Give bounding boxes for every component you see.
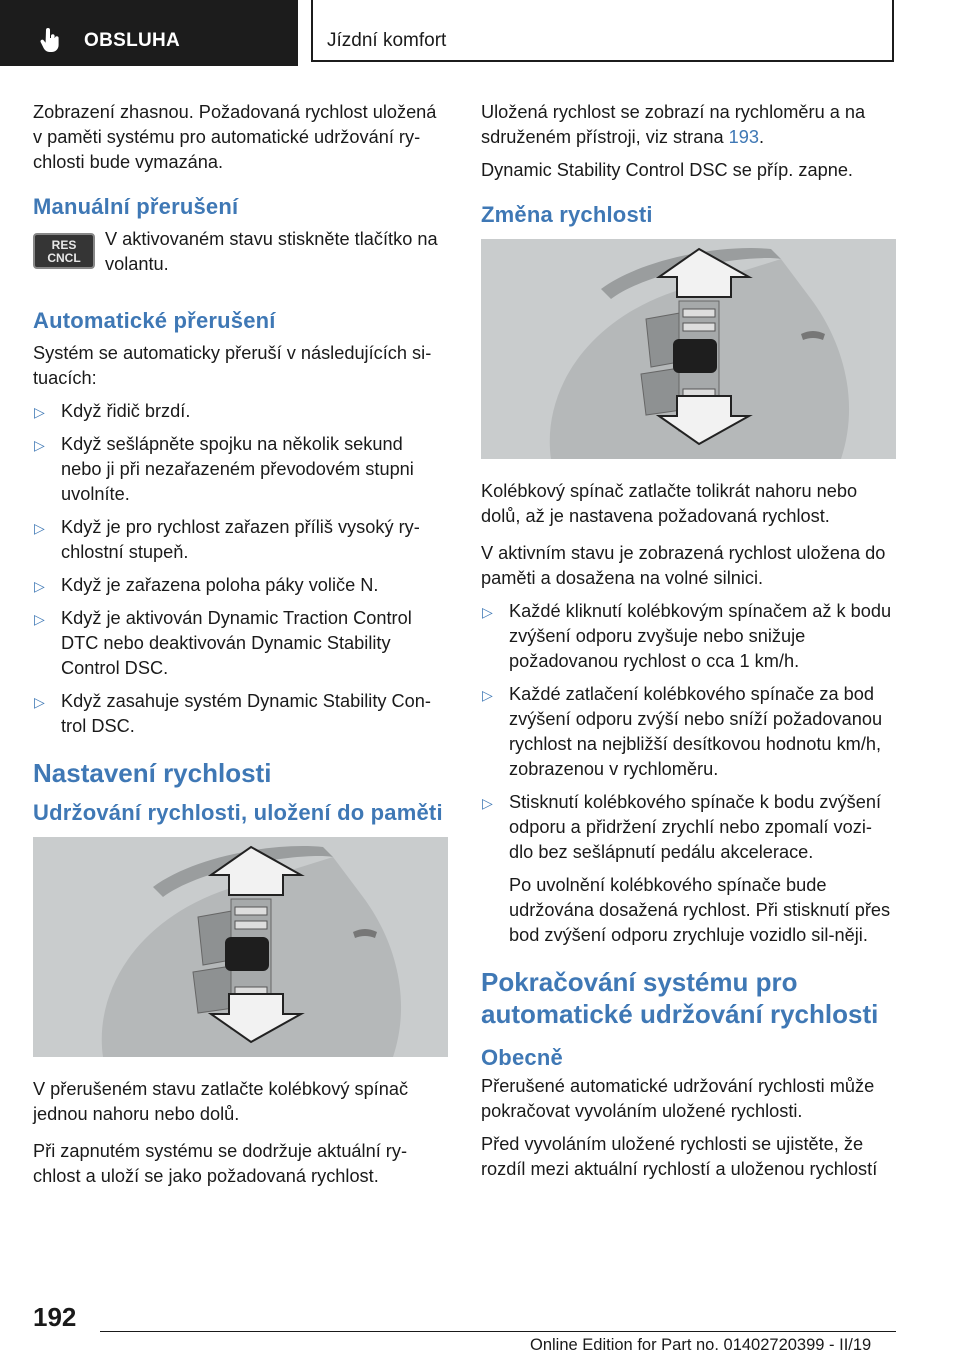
list-item bbox=[33, 689, 448, 739]
bullet-icon: ▷ bbox=[34, 404, 45, 420]
bullet-icon: ▷ bbox=[34, 611, 45, 627]
settings-heading: Nastavení rychlosti bbox=[33, 758, 272, 788]
res-cncl-row bbox=[33, 227, 448, 287]
list-item-text: Když zasahuje systém Dynamic Stability Con‐trol DSC. bbox=[61, 691, 431, 736]
auto-heading: Automatické přerušení bbox=[33, 308, 276, 333]
hand-icon bbox=[40, 28, 60, 52]
interrupted-text: V přerušeném stavu zatlačte kolébkový spínač jednou nahoru nebo dolů. bbox=[33, 1079, 409, 1124]
res-icon-line1: RES bbox=[51, 238, 77, 252]
bullet-icon: ▷ bbox=[34, 520, 45, 536]
steering-wheel-illustration bbox=[33, 837, 448, 1057]
list-item bbox=[481, 682, 896, 782]
rocker-text: Kolébkový spínač zatlačte tolikrát nahoru nebo dolů, až je nastavena požadovaná rychlost. bbox=[481, 481, 858, 526]
page-link[interactable]: 193 bbox=[728, 127, 759, 147]
list-item-text: Když je pro rychlost zařazen příliš vysoký ry‐chlostní stupeň. bbox=[61, 517, 420, 562]
continue-heading: Pokračování systému pro automatické udržování rychlosti bbox=[481, 967, 879, 1029]
section-tab-label: OBSLUHA bbox=[84, 30, 181, 51]
general-text: Přerušené automatické udržování rychlosti může pokračovat vyvoláním uložené rychlosti. bbox=[481, 1076, 875, 1121]
chapter-tab-label: Jízdní komfort bbox=[327, 30, 447, 51]
list-item bbox=[33, 573, 448, 598]
footer-divider bbox=[100, 1331, 896, 1332]
res-cncl-button-icon bbox=[33, 233, 95, 269]
before-text: Před vyvoláním uložené rychlosti se ujistěte, že rozdíl mezi aktuální rychlostí a uloženou rychlostí bbox=[481, 1134, 878, 1179]
auto-list bbox=[33, 399, 448, 739]
bullet-icon: ▷ bbox=[34, 437, 45, 453]
list-item-text: Stisknutí kolébkového spínače k bodu zvýšení odporu a přidržení zrychlí nebo zpomalí vozi‐dlo bez sešlápnutí pedálu akcelerace. bbox=[509, 792, 882, 862]
list-item-text: Když sešlápněte spojku na několik sekund nebo ji při nezařazeném převodovém stupni uvolníte. bbox=[61, 434, 414, 504]
bullet-icon: ▷ bbox=[482, 604, 493, 620]
res-icon-line2: CNCL bbox=[47, 251, 81, 265]
list-item-text: Každé kliknutí kolébkovým spínačem až k bodu zvýšení odporu zvyšuje nebo snižuje požadovanou rychlost o cca 1 km/h. bbox=[509, 601, 892, 671]
stored-text bbox=[481, 100, 896, 150]
bullet-icon: ▷ bbox=[482, 687, 493, 703]
left-column bbox=[33, 100, 448, 1197]
hold-heading: Udržování rychlosti, uložení do paměti bbox=[33, 800, 443, 825]
list-item-text: Když řidič brzdí. bbox=[61, 401, 191, 421]
steering-wheel-illustration bbox=[481, 239, 896, 459]
general-heading: Obecně bbox=[481, 1045, 563, 1070]
bullet-icon: ▷ bbox=[34, 578, 45, 594]
footer-edition: Online Edition for Part no. 01402720399 - II/19 bbox=[530, 1336, 872, 1354]
bullet-icon: ▷ bbox=[482, 795, 493, 811]
intro-paragraph: Zobrazení zhasnou. Požadovaná rychlost uložená v paměti systému pro automatické udržování ry‐chlosti bude vymazána. bbox=[33, 102, 437, 172]
auto-text: Systém se automaticky přeruší v následujících si‐tuacích: bbox=[33, 343, 432, 388]
list-item-text: Když je aktivován Dynamic Traction Control DTC nebo deaktivován Dynamic Stability Control DSC. bbox=[61, 608, 412, 678]
list-item bbox=[481, 599, 896, 674]
list-item bbox=[481, 790, 896, 865]
section-tab bbox=[0, 0, 298, 66]
stored-text-b: . bbox=[759, 127, 765, 147]
manual-text: V aktivovaném stavu stiskněte tlačítko na volantu. bbox=[105, 229, 438, 274]
chapter-tab bbox=[311, 0, 894, 62]
page-number: 192 bbox=[33, 1302, 77, 1332]
right-column bbox=[481, 100, 896, 1190]
release-text: Po uvolnění kolébkového spínače bude udržována dosažená rychlost. Při stisknutí přes bod zvýšení odporu zrychluje vozidlo sil‐něji. bbox=[509, 875, 891, 945]
list-item-text: Když je zařazena poloha páky voliče N. bbox=[61, 575, 379, 595]
page-header bbox=[0, 0, 960, 66]
dsc-text: Dynamic Stability Control DSC se příp. zapne. bbox=[481, 160, 853, 180]
list-item bbox=[33, 606, 448, 681]
list-item bbox=[33, 432, 448, 507]
bullet-icon: ▷ bbox=[34, 694, 45, 710]
list-item bbox=[33, 399, 448, 424]
running-text: Při zapnutém systému se dodržuje aktuální ry‐chlost a uloží se jako požadovaná rychlost. bbox=[33, 1141, 408, 1186]
active-text: V aktivním stavu je zobrazená rychlost uložena do paměti a dosažena na volné silnici. bbox=[481, 543, 886, 588]
list-item-text: Každé zatlačení kolébkového spínače za bod zvýšení odporu zvýší nebo sníží požadovanou rychlost na nejbližší desítkovou hodnotu km/h, zobrazenou v rychloměru. bbox=[509, 684, 883, 779]
change-list bbox=[481, 599, 896, 865]
change-heading: Změna rychlosti bbox=[481, 202, 653, 227]
stored-text-a: Uložená rychlost se zobrazí na rychloměru a na sdruženém přístroji, viz strana bbox=[481, 102, 866, 147]
list-item bbox=[33, 515, 448, 565]
manual-heading: Manuální přerušení bbox=[33, 194, 239, 219]
